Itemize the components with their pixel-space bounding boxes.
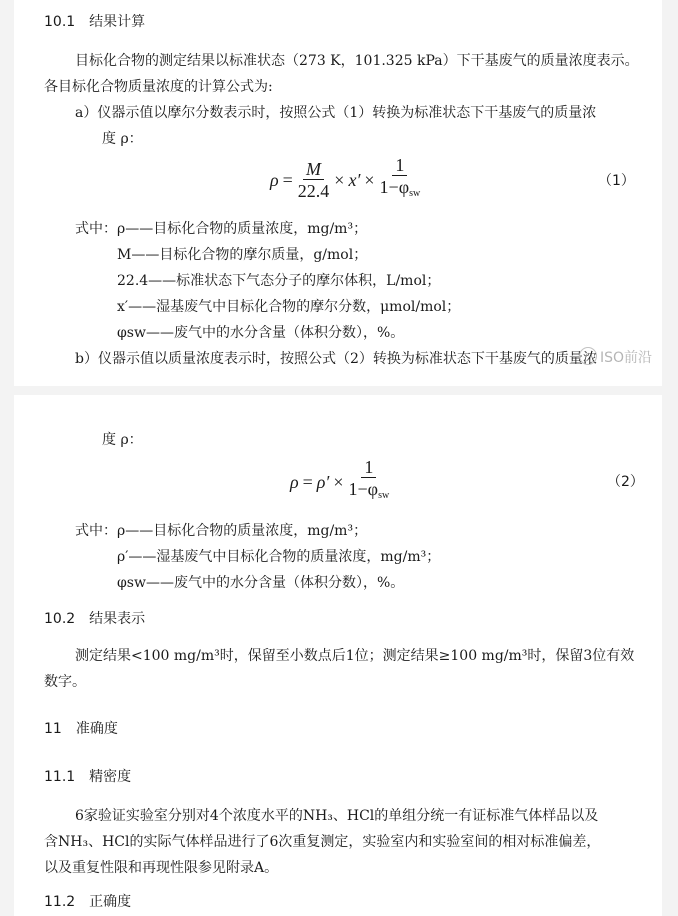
page-section-bottom [14, 395, 662, 916]
heading-11-1: 11.1 精密度 [44, 769, 132, 785]
heading-10-2: 10.2 结果表示 [44, 611, 146, 627]
formula-1: ρ = $\frac{M}{22.4}$ × x′ × 1 $1-\varphi_{sw}$ [268, 155, 423, 205]
heading-11-2: 11.2 正确度 [44, 894, 132, 910]
heading-11: 11 准确度 [44, 721, 118, 737]
where-1-row: M——目标化合物的摩尔质量，g/mol； [117, 247, 368, 263]
item-a-line2: 度 ρ： [102, 131, 143, 147]
equation-number-2: （2） [607, 474, 644, 490]
paragraph-result-expression: 测定结果<100 mg/m³时，保留至小数点后1位；测定结果≥100 mg/m³时，保留3位有效 [75, 648, 635, 664]
heading-10-1: 10.1 结果计算 [44, 14, 146, 30]
paragraph-precision-1: 6家验证实验室分别对4个浓度水平的NH₃、HCl的单组分统一有证标准气体样品以及 [75, 808, 599, 824]
where-intro-1: 式中： [75, 221, 117, 237]
paragraph-result-expression-cont: 数字。 [44, 674, 86, 690]
where-1-row: ρ——目标化合物的质量浓度，mg/m³； [117, 221, 368, 237]
where-intro-2: 式中： [75, 523, 117, 539]
where-1-row: φsw——废气中的水分含量（体积分数），%。 [117, 325, 405, 341]
where-2-row: ρ′——湿基废气中目标化合物的质量浓度，mg/m³； [117, 549, 441, 565]
watermark: ISO前沿 [579, 347, 652, 367]
fraction-1-over-1-minus-phi: 1 $1-\varphi_{sw}$ [348, 457, 390, 501]
page-section-top [14, 0, 662, 386]
paragraph-precision-3: 以及重复性限和再现性限参见附录A。 [44, 860, 279, 876]
formula-2: ρ = ρ′ × 1 $1-\varphi_{sw}$ [288, 457, 392, 507]
where-2-row: ρ——目标化合物的质量浓度，mg/m³； [117, 523, 368, 539]
fraction-m-over-22-4: $\frac{M}{22.4}$ [297, 158, 330, 201]
where-1-row: x′——湿基废气中目标化合物的摩尔分数，μmol/mol； [117, 299, 461, 315]
item-a-line1: a）仪器示值以摩尔分数表示时，按照公式（1）转换为标准状态下干基废气的质量浓 [75, 105, 597, 121]
item-b-line2: 度 ρ： [102, 432, 143, 448]
where-2-row: φsw——废气中的水分含量（体积分数），%。 [117, 575, 405, 591]
paragraph-standard-state: 目标化合物的测定结果以标准状态（273 K，101.325 kPa）下干基废气的质量浓度表示。 [75, 53, 639, 69]
wechat-icon [579, 347, 597, 365]
equation-number-1: （1） [598, 173, 635, 189]
paragraph-formula-intro: 各目标化合物质量浓度的计算公式为: [44, 79, 273, 95]
item-b-line1: b）仪器示值以质量浓度表示时，按照公式（2）转换为标准状态下干基废气的质量浓 [75, 351, 597, 367]
paragraph-precision-2: 含NH₃、HCl的实际气体样品进行了6次重复测定，实验室内和实验室间的相对标准偏差， [44, 834, 601, 850]
fraction-1-over-1-minus-phi: 1 $1-\varphi_{sw}$ [379, 155, 421, 199]
where-1-row: 22.4——标准状态下气态分子的摩尔体积，L/mol； [117, 273, 441, 289]
